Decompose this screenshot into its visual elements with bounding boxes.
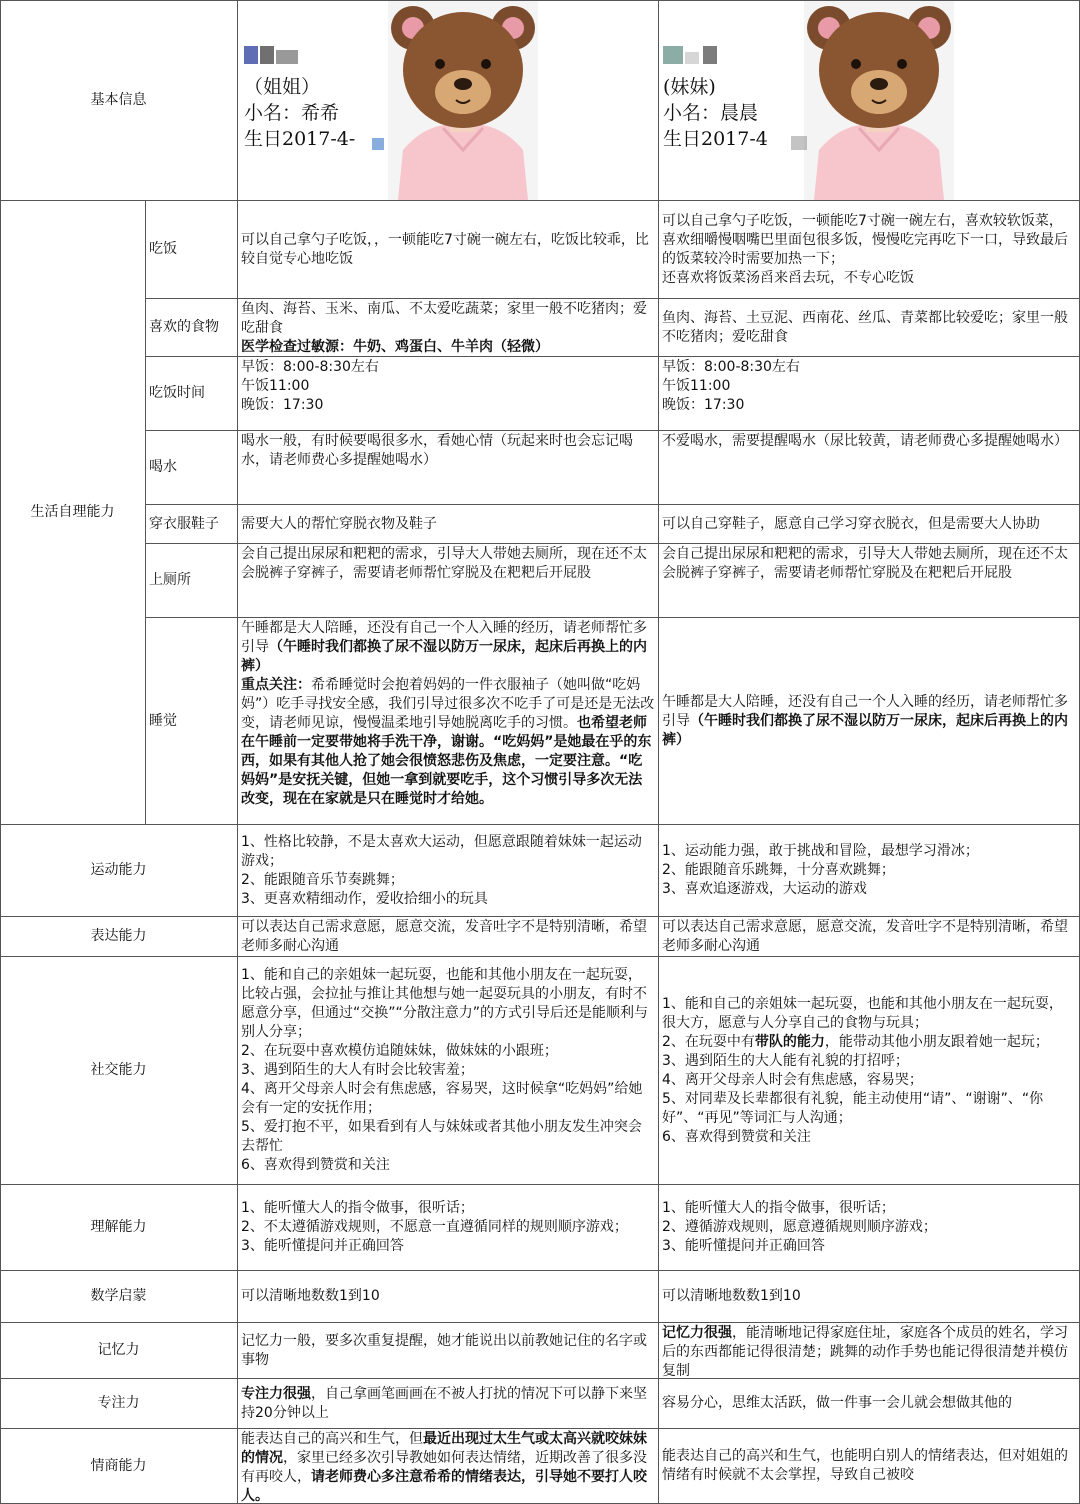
older-relation: （姐姐） (244, 76, 321, 98)
eq-younger-text: 能表达自己的高兴和生气，也能明白别人的情绪表达，但对姐姐的情绪有时候就不太会掌捏，导致自己被咬 (662, 1448, 1068, 1483)
sleep-younger-note: （午睡时我们都换了尿不湿以防万一尿床，起床后再换上的内裤） (662, 712, 1068, 748)
younger-relation: (妹妹) (663, 76, 716, 98)
social-line: 4、离开父母亲人时会有焦虑感，容易哭； (662, 1071, 923, 1088)
social-line: 3、遇到陌生的大人能有礼貌的打招呼； (662, 1052, 909, 1069)
memory-label-text: 记忆力 (97, 1342, 140, 1358)
sleep-older-note: （午睡时我们都换了尿不湿以防万一尿床，起床后再换上的内裤） (241, 639, 647, 674)
food-younger (659, 299, 1080, 357)
sleep-younger-text: 午睡都是大人陪睡，还没有自己一个人入睡的经历，请老师帮忙多引导 (662, 693, 1068, 729)
understanding-line: 1、能听懂大人的指令做事，很听话； (241, 1200, 474, 1216)
motor-older (238, 825, 659, 917)
focus-younger (659, 1379, 1080, 1429)
meal-time-label: 吃饭时间 (146, 357, 238, 431)
sleep-older-warning: 也希望老师在午睡前一定要带她将手洗干净，谢谢。“吃妈妈”是她最在乎的东西，如果有其他人抢了她会很愤怒悲伤及焦虑，一定要注意。“吃妈妈”是安抚关键，但她一拿到就要吃手，这个习惯引导多次无法改变，现在在家就是只在睡觉时才给她。 (241, 715, 652, 807)
understanding-line: 2、遵循游戏规则，愿意遵循规则顺序游戏； (662, 1219, 937, 1235)
water-older: 喝水一般，有时候要喝很多水，看她心情（玩起来时也会忘记喝水，请老师费心多提醒她喝水） (238, 431, 659, 505)
expression-label (0, 917, 238, 957)
social-line: 6、喜欢得到赞赏和关注 (241, 1157, 390, 1173)
meal-time-younger (659, 357, 1080, 431)
eq-label (0, 1429, 238, 1504)
social-younger (659, 957, 1080, 1185)
dressing-younger (659, 505, 1080, 544)
social-line: 6、喜欢得到赞赏和关注 (662, 1128, 811, 1145)
dressing-younger-text: 可以自己穿鞋子，愿意自己学习穿衣脱衣，但是需要大人协助 (662, 515, 1040, 532)
eq-label-text: 情商能力 (90, 1457, 147, 1474)
older-birthday: 生日2017-4- (244, 128, 356, 150)
math-younger (659, 1271, 1080, 1323)
eq-older-text: ，家里已经多次引导教她如何表达情绪，近期改善了很多没有再咬人， (241, 1450, 647, 1485)
sleep-older-text: 午睡都是大人陪睡，还没有自己一个人入睡的经历，请老师帮忙多引导 (241, 620, 647, 655)
motor-line: 1、运动能力强，敢于挑战和冒险，最想学习滑冰； (662, 843, 979, 859)
toilet-label: 上厕所 (146, 544, 238, 618)
math-label-text: 数学启蒙 (90, 1288, 147, 1304)
understanding-line: 3、能听懂提问并正确回答 (662, 1238, 825, 1254)
social-line: 2、在玩耍中喜欢模仿追随妹妹，做妹妹的小跟班； (241, 1043, 558, 1059)
eq-older-warning: 最近出现过太生气或太高兴就咬妹妹的情况 (241, 1431, 647, 1466)
social-line: 5、对同辈及长辈都很有礼貌，能主动使用“请”、“谢谢”、“你好”、“再见”等词汇与人沟通； (662, 1090, 1044, 1126)
motor-younger (659, 825, 1080, 917)
dressing-older (238, 505, 659, 544)
expression-label-text: 表达能力 (90, 928, 147, 944)
eating-younger-line: 还喜欢将饭菜汤舀来舀去玩，不专心吃饭 (662, 269, 914, 286)
meal-time-older (238, 357, 659, 431)
pixelated-name-mask (260, 46, 274, 64)
water-label: 喝水 (146, 431, 238, 505)
social-line-start: 2、在玩耍中有 (662, 1033, 755, 1050)
sleep-younger (659, 618, 1080, 825)
food-older (238, 299, 659, 357)
social-line-end: ，能带动其他小朋友跟着她一起玩； (824, 1033, 1049, 1050)
eq-older-request: 请老师费心多注意希希的情绪表达，引导她不要打人咬人。 (241, 1469, 647, 1504)
expression-younger: 可以表达自己需求意愿，愿意交流，发音吐字不是特别清晰，希望老师多耐心沟通 (659, 917, 1080, 957)
pixelated-name-mask (244, 46, 258, 64)
focus-older-text: ，自己拿画笔画画在不被人打扰的情况下可以静下来坚持20分钟以上 (241, 1385, 647, 1421)
basic-info-label-text: 基本信息 (90, 91, 147, 108)
memory-younger (659, 1323, 1080, 1379)
focus-highlight: 专注力很强 (241, 1385, 311, 1402)
food-younger-text: 鱼肉、海苔、土豆泥、西南花、丝瓜、青菜都比较爱吃；家里一般不吃猪肉；爱吃甜食 (662, 309, 1068, 345)
understanding-younger (659, 1185, 1080, 1271)
memory-highlight: 记忆力很强 (662, 1325, 732, 1341)
motor-line: 2、能跟随音乐跳舞，十分喜欢跳舞； (662, 862, 895, 878)
pixelated-date-mask (791, 136, 807, 150)
meal-time-line: 午饭11:00 (662, 378, 731, 394)
memory-younger-text: ，能清晰地记得家庭住址，家庭各个成员的姓名，学习后的东西都能记得很清楚；跳舞的动作手势也能记得很清楚并模仿复制 (662, 1325, 1068, 1379)
math-younger-text: 可以清晰地数数1到10 (662, 1288, 801, 1304)
motor-line: 3、更喜欢精细动作，爱收拾细小的玩具 (241, 890, 488, 907)
pixelated-name-mask (703, 46, 717, 64)
math-older-text: 可以清晰地数数1到10 (241, 1288, 380, 1304)
motor-line: 1、性格比较静，不是太喜欢大运动，但愿意跟随着妹妹一起运动游戏； (241, 833, 642, 869)
dressing-label: 穿衣服鞋子 (146, 505, 238, 544)
basic-info-label (0, 0, 238, 201)
eating-older-text: 可以自己拿勺子吃饭，，一顿能吃7寸碗一碗左右，吃饭比较乖，比较自觉专心地吃饭 (241, 231, 649, 267)
eq-older (238, 1429, 659, 1504)
pixelated-name-mask (663, 46, 683, 64)
sleep-older (238, 618, 659, 825)
food-older-text: 鱼肉、海苔、玉米、南瓜、不太爱吃蔬菜；家里一般不吃猪肉；爱吃甜食 (241, 301, 647, 336)
social-label (0, 957, 238, 1185)
pixelated-name-mask (276, 50, 298, 64)
math-older (238, 1271, 659, 1323)
pixelated-name-mask (685, 52, 699, 64)
younger-birthday: 生日2017-4 (663, 128, 768, 150)
meal-time-line: 晚饭：17:30 (241, 397, 324, 413)
motor-label-text: 运动能力 (90, 862, 147, 878)
water-younger: 不爱喝水，需要提醒喝水（尿比较黄，请老师费心多提醒她喝水） (659, 431, 1080, 505)
eating-younger (659, 201, 1080, 299)
understanding-label (0, 1185, 238, 1271)
meal-time-line: 晚饭：17:30 (662, 397, 745, 413)
sleep-older-habit: 希希睡觉时会抱着妈妈的一件衣服袖子（她叫做“吃妈妈”）吃手寻找安全感，我们引导过很多次不吃手了可是还是无法改变，请老师见谅，慢慢温柔地引导她脱离吃手的习惯。 (241, 677, 655, 731)
memory-older-text: 记忆力一般，要多次重复提醒，她才能说出以前教她记住的名字或事物 (241, 1332, 647, 1368)
leadership-highlight: 带队的能力 (754, 1033, 825, 1050)
allergy-note: 医学检查过敏源：牛奶、鸡蛋白、牛羊肉（轻微） (241, 339, 549, 355)
toilet-younger: 会自己提出尿尿和粑粑的需求，引导大人带她去厕所，现在还不太会脱裤子穿裤子，需要请老师帮忙穿脱及在粑粑后开屁股 (659, 544, 1080, 618)
motor-line: 2、能跟随音乐节奏跳舞； (241, 871, 404, 888)
food-label: 喜欢的食物 (146, 299, 238, 357)
social-line: 4、离开父母亲人时会有焦虑感，容易哭，这时候拿“吃妈妈”给她会有一定的安抚作用； (241, 1081, 643, 1116)
focus-label (0, 1379, 238, 1429)
social-line: 5、爱打抱不平，如果看到有人与妹妹或者其他小朋友发生冲突会去帮忙 (241, 1119, 642, 1154)
expression-older: 可以表达自己需求意愿，愿意交流，发音吐字不是特别清晰，希望老师多耐心沟通 (238, 917, 659, 957)
understanding-label-text: 理解能力 (90, 1219, 147, 1235)
math-label (0, 1271, 238, 1323)
social-older (238, 957, 659, 1185)
understanding-line: 1、能听懂大人的指令做事，很听话； (662, 1200, 895, 1216)
social-label-text: 社交能力 (90, 1062, 147, 1078)
eating-older (238, 201, 659, 299)
eq-younger (659, 1429, 1080, 1504)
younger-sister-info (659, 0, 1080, 201)
eq-older-text: 能表达自己的高兴和生气，但 (241, 1431, 423, 1447)
toilet-older: 会自己提出尿尿和粑粑的需求，引导大人带她去厕所，现在还不太会脱裤子穿裤子，需要请老师帮忙穿脱及在粑粑后开屁股 (238, 544, 659, 618)
understanding-line: 3、能听懂提问并正确回答 (241, 1238, 404, 1254)
meal-time-line: 早饭：8:00-8:30左右 (241, 359, 379, 375)
younger-nickname: 小名：晨晨 (663, 102, 759, 124)
focus-younger-text: 容易分心，思维太活跃，做一件事一会儿就会想做其他的 (662, 1395, 1012, 1411)
older-nickname: 小名：希希 (244, 102, 340, 124)
key-attention-label: 重点关注： (241, 677, 311, 693)
bear-face-photo (804, 0, 954, 200)
life-skills-label-text: 生活自理能力 (30, 504, 115, 520)
social-line: 3、遇到陌生的大人有时会比较害羞； (241, 1062, 474, 1078)
pixelated-date-mask (372, 138, 384, 150)
life-skills-label (0, 201, 146, 825)
eating-younger-line: 可以自己拿勺子吃饭，一顿能吃7寸碗一碗左右，喜欢较软饭菜，喜欢细嚼慢咽嘴巴里面包很多饭，慢慢吃完再吃下一口，导致最后的饭菜较冷时需要加热一下； (662, 212, 1068, 267)
memory-older (238, 1323, 659, 1379)
motor-line: 3、喜欢追逐游戏，大运动的游戏 (662, 881, 867, 897)
meal-time-line: 午饭11:00 (241, 378, 310, 394)
dressing-older-text: 需要大人的帮忙穿脱衣物及鞋子 (241, 515, 437, 532)
understanding-line: 2、不太遵循游戏规则，不愿意一直遵循同样的规则顺序游戏； (241, 1219, 628, 1235)
social-line: 1、能和自己的亲姐妹一起玩耍，也能和其他小朋友在一起玩耍，很大方，愿意与人分享自己的食物与玩具； (662, 995, 1063, 1031)
social-line: 1、能和自己的亲姐妹一起玩耍，也能和其他小朋友在一起玩耍，比较占强，会拉扯与推让其他想与她一起耍玩具的小朋友，有时不愿意分享，但通过“交换”“分散注意力”的方式引导后还是能顺利与别人分享； (241, 967, 649, 1040)
memory-label (0, 1323, 238, 1379)
eating-label: 吃饭 (146, 201, 238, 299)
older-sister-info (238, 0, 659, 201)
meal-time-line: 早饭：8:00-8:30左右 (662, 359, 800, 375)
bear-face-photo (388, 0, 538, 200)
focus-older (238, 1379, 659, 1429)
focus-label-text: 专注力 (97, 1395, 140, 1411)
motor-label (0, 825, 238, 917)
understanding-older (238, 1185, 659, 1271)
sleep-label: 睡觉 (146, 618, 238, 825)
